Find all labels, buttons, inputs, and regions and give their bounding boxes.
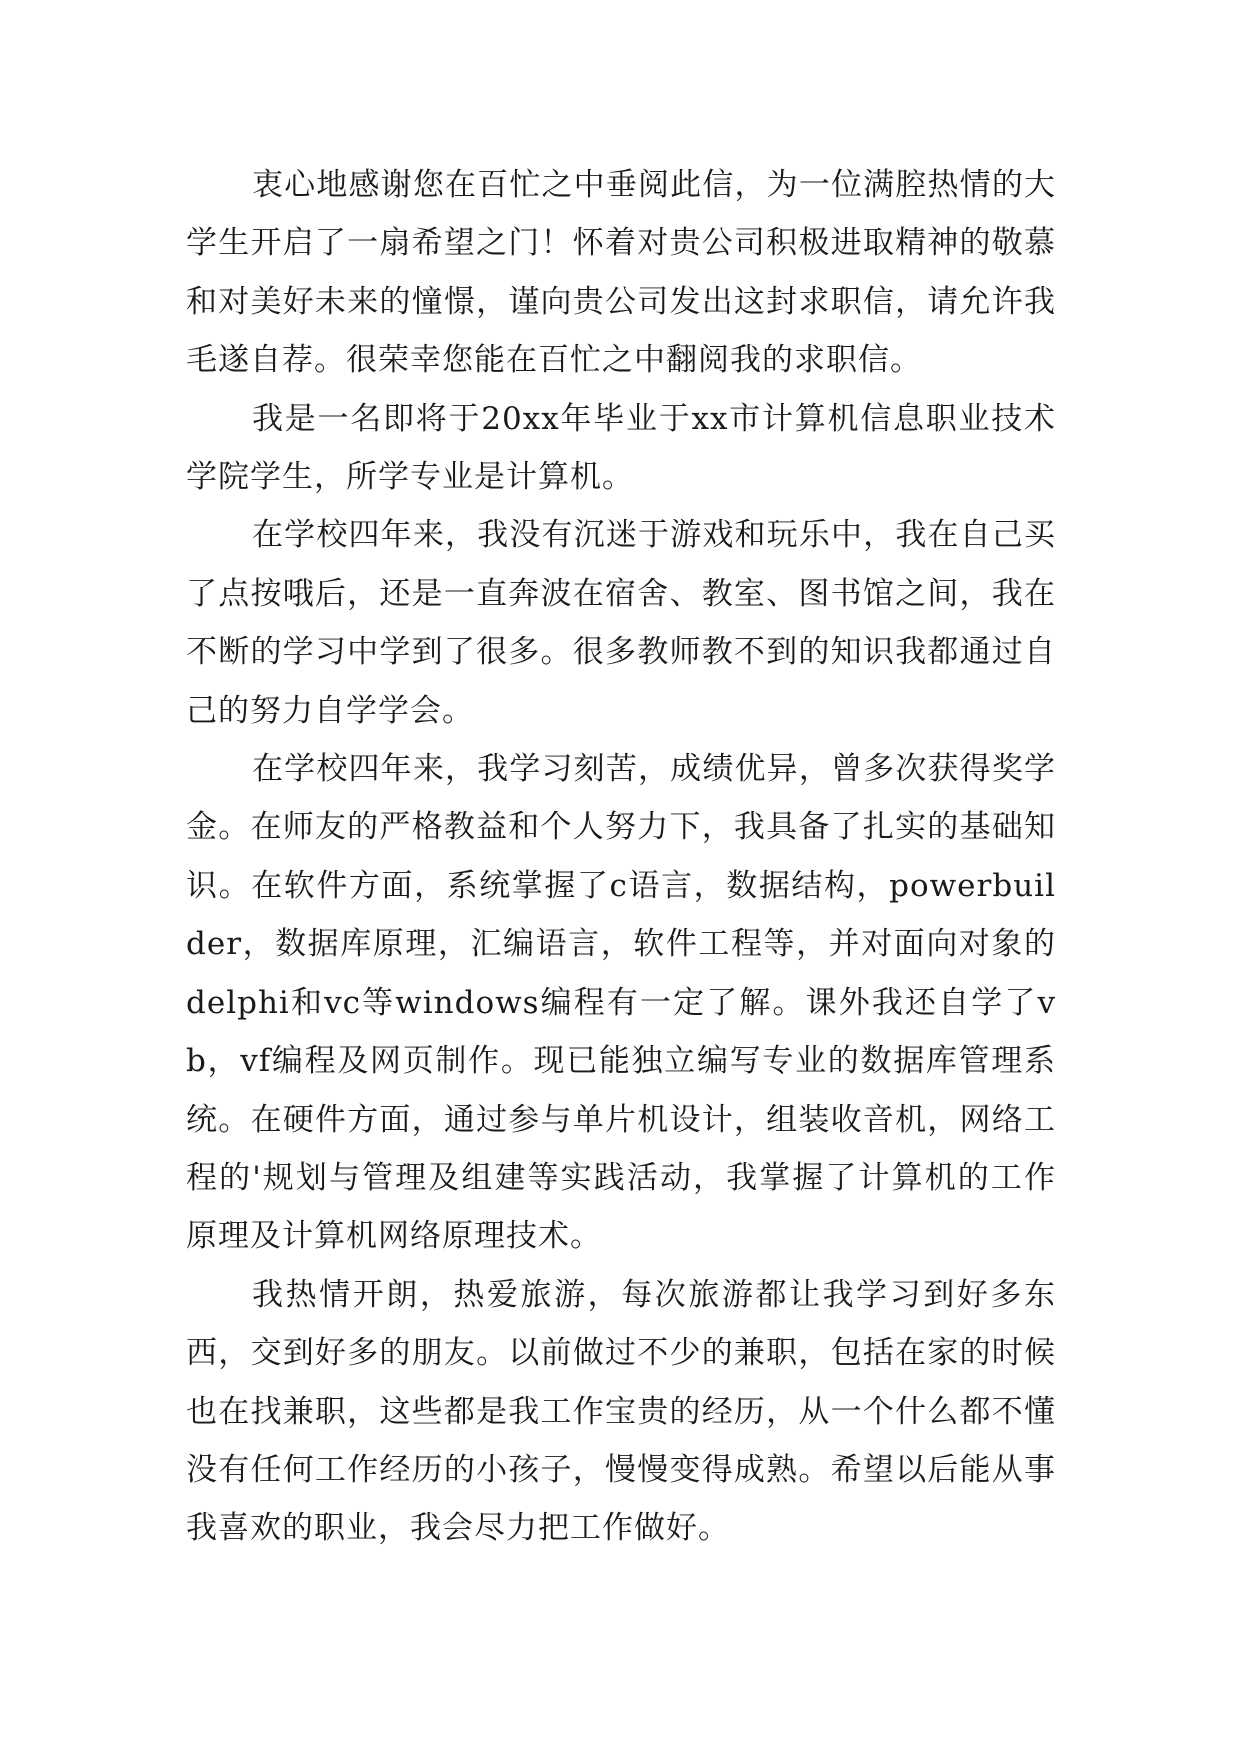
paragraph-skills: 在学校四年来，我学习刻苦，成绩优异，曾多次获得奖学金。在师友的严格教益和个人努力下，我具备了扎实的基础知识。在软件方面，系统掌握了c语言，数据结构，powerbuilder，数据库原理，汇编语言，软件工程等，并对面向对象的delphi和vc等windows编程有一定了解。课外我还自学了vb，vf编程及网页制作。现已能独立编写专业的数据库管理系统。在硬件方面，通过参与单片机设计，组装收音机，网络工程的'规划与管理及组建等实践活动，我掌握了计算机的工作原理及计算机网络原理技术。 bbox=[186, 751, 1056, 1255]
paragraph-study-habits: 在学校四年来，我没有沉迷于游戏和玩乐中，我在自己买了点按哦后，还是一直奔波在宿舍、教室、图书馆之间，我在不断的学习中学到了很多。很多教师教不到的知识我都通过自己的努力自学学会。 bbox=[186, 517, 1056, 729]
paragraph-opening: 衷心地感谢您在百忙之中垂阅此信，为一位满腔热情的大学生开启了一扇希望之门！怀着对贵公司积极进取精神的敬慕和对美好未来的憧憬，谨向贵公司发出这封求职信，请允许我毛遂自荐。很荣幸您能在百忙之中翻阅我的求职信。 bbox=[186, 167, 1056, 379]
letter-body bbox=[186, 156, 1056, 1558]
paragraph-personality: 我热情开朗，热爱旅游，每次旅游都让我学习到好多东西，交到好多的朋友。以前做过不少的兼职，包括在家的时候也在找兼职，这些都是我工作宝贵的经历，从一个什么都不懂没有任何工作经历的小孩子，慢慢变得成熟。希望以后能从事我喜欢的职业，我会尽力把工作做好。 bbox=[186, 1276, 1056, 1547]
paragraph-introduction: 我是一名即将于20xx年毕业于xx市计算机信息职业技术学院学生，所学专业是计算机。 bbox=[186, 400, 1056, 496]
